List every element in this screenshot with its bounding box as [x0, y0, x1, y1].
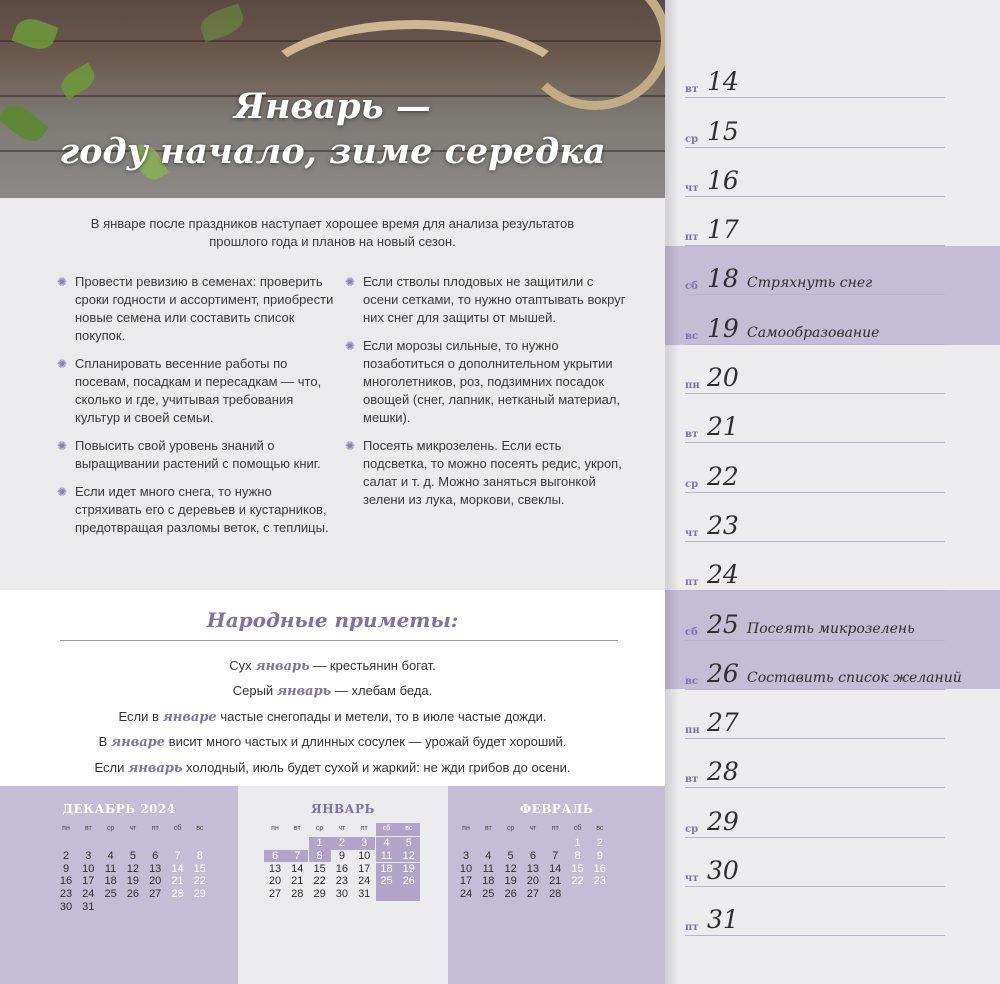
- day-row[interactable]: [685, 641, 962, 690]
- calendar-day: [55, 837, 77, 850]
- calendar-day: 15: [313, 862, 326, 875]
- tips-column-right: [343, 273, 628, 519]
- calendar-day: 14: [549, 862, 562, 875]
- day-number: 21: [707, 412, 739, 442]
- folk-signs-section: [0, 590, 665, 786]
- calendar-day: 23: [59, 888, 73, 901]
- calendar-day: [122, 901, 144, 914]
- day-weekday: вс: [685, 330, 699, 342]
- calendar-day: 27: [149, 888, 162, 901]
- calendar-day: 24: [459, 888, 473, 901]
- calendar-weekday-header: пн: [62, 825, 70, 832]
- day-number: 24: [707, 560, 739, 590]
- day-number: 30: [707, 856, 739, 886]
- day-row[interactable]: [685, 246, 945, 295]
- calendar-day: 24: [358, 875, 371, 888]
- folk-sign-line: Если в январе частые снегопады и метели, то в июле частые дожди.: [118, 708, 547, 725]
- day-row[interactable]: [685, 197, 945, 246]
- day-note: Составить список желаний: [747, 669, 962, 686]
- day-row[interactable]: [685, 443, 945, 492]
- day-row[interactable]: [685, 296, 945, 345]
- calendar-day: 5: [507, 849, 514, 862]
- title-line-1: Январь —: [234, 86, 431, 127]
- day-row[interactable]: [685, 838, 945, 887]
- calendar-day: 27: [268, 888, 282, 901]
- calendar-day: [567, 888, 589, 901]
- day-number: 16: [707, 165, 739, 195]
- calendar-day: 10: [358, 849, 371, 862]
- calendar-day: [189, 837, 211, 850]
- calendar-day: [544, 837, 566, 850]
- calendar-day: [100, 901, 122, 914]
- day-weekday: вт: [685, 774, 699, 786]
- day-weekday: пн: [685, 380, 700, 392]
- calendar-day: 23: [335, 875, 349, 888]
- day-number: 14: [707, 67, 739, 97]
- day-number: 20: [707, 363, 739, 393]
- calendar-day: 16: [59, 875, 73, 888]
- calendar-day: [589, 888, 611, 901]
- folk-signs-title: Народные приметы:: [206, 608, 459, 632]
- right-page-planner: [665, 0, 1000, 984]
- calendar-day: 4: [107, 849, 114, 862]
- calendar-day: 28: [291, 888, 304, 901]
- calendar-day: 11: [104, 862, 117, 875]
- calendar-day: 7: [174, 849, 181, 862]
- calendar-day: 24: [82, 888, 95, 901]
- calendar-day: 31: [82, 901, 95, 913]
- calendar-day: 26: [126, 888, 140, 901]
- calendar-day: 16: [335, 862, 349, 875]
- calendar-day: [122, 837, 144, 850]
- calendar-day: 15: [571, 862, 584, 875]
- calendar-day: 26: [398, 875, 420, 888]
- tip-item: ✺ Посеять микрозелень. Если есть подсветка, то можно посеять редис, укроп, салат и т. д. Можно заняться выгонкой зелени из лука, моркови, свеклы.: [345, 438, 622, 507]
- day-number: 18: [707, 264, 739, 294]
- calendar-day: 29: [313, 888, 326, 901]
- day-number: 23: [707, 510, 739, 540]
- title-line-2: году начало, зиме середка: [59, 131, 606, 172]
- calendar-weekday-header: ср: [106, 825, 115, 832]
- calendar-day: [167, 837, 189, 850]
- calendar-title: ФЕВРАЛЬ: [519, 802, 594, 816]
- calendar-day: 20: [149, 875, 162, 888]
- calendar-title: ДЕКАБРЬ 2024: [62, 802, 176, 816]
- calendar-day: 27: [526, 888, 540, 901]
- calendar-day: 12: [504, 862, 517, 875]
- calendar-day: 10: [82, 862, 95, 875]
- tip-item: ✺ Если морозы сильные, то нужно позаботиться о дополнительном укрытии многолетников, роз, подзимних посадок овощей (снег, лапник, нетканый материал, мешки).: [345, 338, 621, 425]
- calendar-day: 19: [126, 875, 140, 888]
- day-row[interactable]: [685, 591, 945, 640]
- calendar-weekday-header: пт: [551, 825, 559, 832]
- calendar-weekday-header: ср: [315, 825, 324, 832]
- day-number: 19: [707, 313, 739, 343]
- day-weekday: пт: [685, 577, 699, 589]
- day-number: 28: [707, 757, 739, 787]
- calendar-day: 28: [171, 888, 184, 901]
- calendar-weekday-header: вс: [196, 825, 204, 832]
- day-row[interactable]: [685, 739, 945, 788]
- calendar-day: 18: [376, 863, 398, 876]
- folk-sign-line: Если январь холодный, июль будет сухой и жаркий: не жди грибов до осени.: [94, 759, 571, 776]
- day-weekday: чт: [685, 527, 699, 539]
- calendar-day: 26: [504, 888, 517, 901]
- calendar-day: 17: [82, 875, 95, 888]
- calendar-day: 19: [398, 863, 420, 876]
- calendar-day: 9: [596, 849, 603, 862]
- calendar-day: 4: [485, 849, 492, 862]
- calendar-day: 21: [171, 875, 184, 888]
- day-weekday: сб: [685, 626, 698, 638]
- calendar-weekday-header: чт: [129, 825, 137, 832]
- calendar-day: 12: [126, 862, 140, 875]
- day-weekday: вт: [685, 84, 699, 96]
- calendar-day: [144, 901, 166, 914]
- day-number: 31: [707, 905, 739, 935]
- snowflake-bullet-icon: ✺: [57, 439, 68, 453]
- calendar-day: 23: [593, 875, 606, 888]
- calendar-day: 18: [104, 875, 117, 888]
- calendar-day: 25: [482, 888, 495, 901]
- calendar-day: 12: [398, 850, 420, 863]
- calendar-day: [286, 837, 308, 850]
- calendar-day: 2: [596, 837, 603, 849]
- calendar-day: 3: [353, 837, 375, 850]
- calendar-day: 1: [309, 837, 331, 850]
- day-note: Самообразование: [747, 324, 880, 341]
- calendar-day: 3: [462, 849, 470, 862]
- folk-sign-line: В январе висит много частых и длинных сосулек — урожай будет хороший.: [98, 734, 567, 751]
- day-number: 22: [707, 461, 739, 491]
- calendar-day: 9: [62, 862, 70, 875]
- calendar-day: 1: [574, 837, 581, 849]
- calendar-day: 25: [376, 875, 398, 888]
- intro-text: В январе после праздников наступает хорошее время для анализа результатов прошлого года и планов на новый сезон.: [90, 216, 575, 249]
- calendar-day: 10: [459, 862, 473, 875]
- calendar-day: 13: [149, 862, 162, 875]
- divider: [60, 640, 618, 641]
- folk-sign-line: Сух январь — крестьянин богат.: [229, 658, 436, 674]
- calendar-day: 22: [313, 875, 326, 888]
- calendar-weekday-header: вт: [84, 825, 92, 832]
- calendar-day: 20: [526, 875, 540, 888]
- calendar-day: 9: [338, 849, 345, 862]
- calendar-day: [500, 837, 522, 850]
- calendar-day: 17: [459, 875, 473, 888]
- tip-item: ✺ Провести ревизию в семенах: проверить сроки годности и ассортимент, приобрести новые семена или составить список покупок.: [57, 274, 334, 343]
- calendar-day: 28: [549, 888, 562, 901]
- calendar-weekday-header: сб: [573, 825, 582, 832]
- calendar-day: 11: [376, 850, 398, 863]
- folk-sign-line: Серый январь — хлебам беда.: [232, 683, 433, 700]
- calendar-day: 8: [196, 849, 203, 862]
- day-number: 27: [707, 708, 739, 738]
- calendar-day: [477, 837, 499, 850]
- calendar-weekday-header: сб: [376, 823, 398, 836]
- calendar-day: 6: [152, 849, 159, 862]
- calendar-weekday-header: пн: [271, 825, 279, 832]
- calendar-weekday-header: вс: [398, 823, 420, 836]
- calendar-day: 6: [529, 849, 536, 862]
- day-number: 25: [707, 609, 739, 639]
- calendar-day: 8: [309, 850, 331, 863]
- calendar-day: 8: [574, 849, 581, 862]
- day-row[interactable]: [685, 98, 945, 147]
- mini-calendar-february: [448, 786, 665, 984]
- calendar-day: 21: [549, 875, 562, 888]
- day-row[interactable]: [685, 887, 945, 936]
- calendar-day: [522, 837, 544, 850]
- day-weekday: чт: [685, 873, 699, 885]
- calendar-day: 19: [504, 875, 517, 888]
- day-weekday: вт: [685, 429, 699, 441]
- day-number: 29: [707, 806, 739, 836]
- day-row[interactable]: [685, 542, 945, 591]
- snowflake-bullet-icon: ✺: [345, 439, 356, 453]
- calendar-day: [376, 888, 398, 901]
- calendar-day: 5: [398, 837, 420, 850]
- calendar-day: 11: [482, 862, 494, 875]
- calendar-weekday-header: пт: [151, 825, 159, 832]
- writing-line: [685, 935, 945, 936]
- day-weekday: ср: [685, 133, 699, 145]
- calendar-day: [264, 837, 286, 850]
- snowflake-bullet-icon: ✺: [57, 357, 68, 371]
- snowflake-bullet-icon: ✺: [345, 339, 356, 353]
- calendar-weekday-header: чт: [338, 825, 346, 832]
- calendar-day: 29: [193, 888, 206, 901]
- day-weekday: вс: [685, 675, 699, 687]
- day-note: Посеять микрозелень: [747, 620, 915, 637]
- tip-item: ✺ Повысить свой уровень знаний о выращивании растений с помощью книг.: [57, 438, 321, 471]
- calendar-day: 13: [268, 862, 282, 875]
- day-number: 15: [707, 116, 739, 146]
- calendar-day: 6: [264, 850, 286, 863]
- calendar-day: 17: [358, 862, 371, 875]
- snowflake-bullet-icon: ✺: [345, 275, 356, 289]
- day-number: 17: [707, 215, 739, 245]
- day-weekday: пт: [685, 232, 699, 244]
- calendar-day: [144, 837, 166, 850]
- day-weekday: ср: [685, 478, 699, 490]
- page-title: [0, 84, 665, 174]
- calendar-day: 22: [571, 875, 584, 888]
- calendar-weekday-header: пн: [462, 825, 470, 832]
- calendar-day: 7: [552, 849, 559, 862]
- calendar-day: 2: [331, 837, 353, 850]
- calendar-day: 25: [104, 888, 117, 901]
- calendar-day: 2: [62, 849, 70, 862]
- tip-item: ✺ Если идет много снега, то нужно стряхивать его с деревьев и кустарников, предотвращая разломы веток, с теплицы.: [57, 484, 329, 535]
- calendar-day: [455, 837, 477, 850]
- day-weekday: сб: [685, 281, 698, 293]
- day-row[interactable]: [685, 690, 945, 739]
- tips-column-left: [55, 273, 335, 547]
- day-weekday: чт: [685, 182, 699, 194]
- calendar-weekday-header: сб: [173, 825, 182, 832]
- mini-calendar-january: [238, 786, 448, 984]
- calendar-day: 4: [376, 837, 398, 850]
- calendar-weekday-header: вт: [484, 825, 492, 832]
- tip-item: ✺ Если стволы плодовых не защитили с осени сетками, то нужно отаптывать вокруг них снег для защиты от мышей.: [345, 274, 626, 325]
- day-row[interactable]: [685, 789, 945, 838]
- calendar-day: 5: [129, 849, 136, 862]
- calendar-day: 3: [85, 849, 92, 862]
- calendar-day: 20: [268, 875, 282, 888]
- calendar-title: ЯНВАРЬ: [311, 802, 375, 816]
- calendar-weekday-header: пт: [360, 825, 368, 832]
- calendar-day: [189, 901, 211, 914]
- snowflake-bullet-icon: ✺: [57, 275, 68, 289]
- calendar-weekday-header: ср: [506, 825, 515, 832]
- hero-photo: [0, 0, 665, 198]
- calendar-day: 7: [286, 850, 308, 863]
- calendar-day: [100, 837, 122, 850]
- calendar-day: [398, 888, 420, 901]
- calendar-day: 13: [526, 862, 540, 875]
- calendar-day: 30: [335, 888, 349, 901]
- day-row[interactable]: [685, 49, 945, 98]
- calendar-day: 18: [482, 875, 495, 888]
- folk-signs-list: [0, 654, 665, 781]
- day-row[interactable]: [685, 148, 945, 197]
- day-weekday: пт: [685, 922, 699, 934]
- day-row[interactable]: [685, 493, 945, 542]
- calendar-weekday-header: вс: [596, 825, 604, 832]
- calendar-day: 14: [291, 862, 304, 875]
- day-row[interactable]: [685, 394, 945, 443]
- day-row[interactable]: [685, 345, 945, 394]
- calendar-day: 15: [193, 862, 206, 875]
- day-note: Стряхнуть снег: [747, 275, 873, 292]
- snowflake-bullet-icon: ✺: [57, 485, 68, 499]
- calendar-weekday-header: чт: [529, 825, 537, 832]
- day-number: 26: [707, 658, 739, 688]
- calendar-day: 21: [291, 875, 304, 888]
- day-weekday: ср: [685, 823, 699, 835]
- calendar-day: 14: [171, 862, 184, 875]
- tip-item: ✺ Спланировать весенние работы по посевам, посадкам и пересадкам — что, сколько и где, учитывая требования культур и своей семьи.: [57, 356, 322, 425]
- calendar-day: 16: [593, 862, 606, 875]
- calendar-day: [77, 837, 99, 850]
- calendar-day: 30: [59, 901, 73, 913]
- mini-calendar-december: [0, 786, 238, 984]
- calendar-day: [167, 901, 189, 914]
- calendar-day: 31: [358, 888, 371, 901]
- calendar-weekday-header: вт: [293, 825, 301, 832]
- day-weekday: пн: [685, 725, 700, 737]
- calendar-day: 22: [193, 875, 206, 888]
